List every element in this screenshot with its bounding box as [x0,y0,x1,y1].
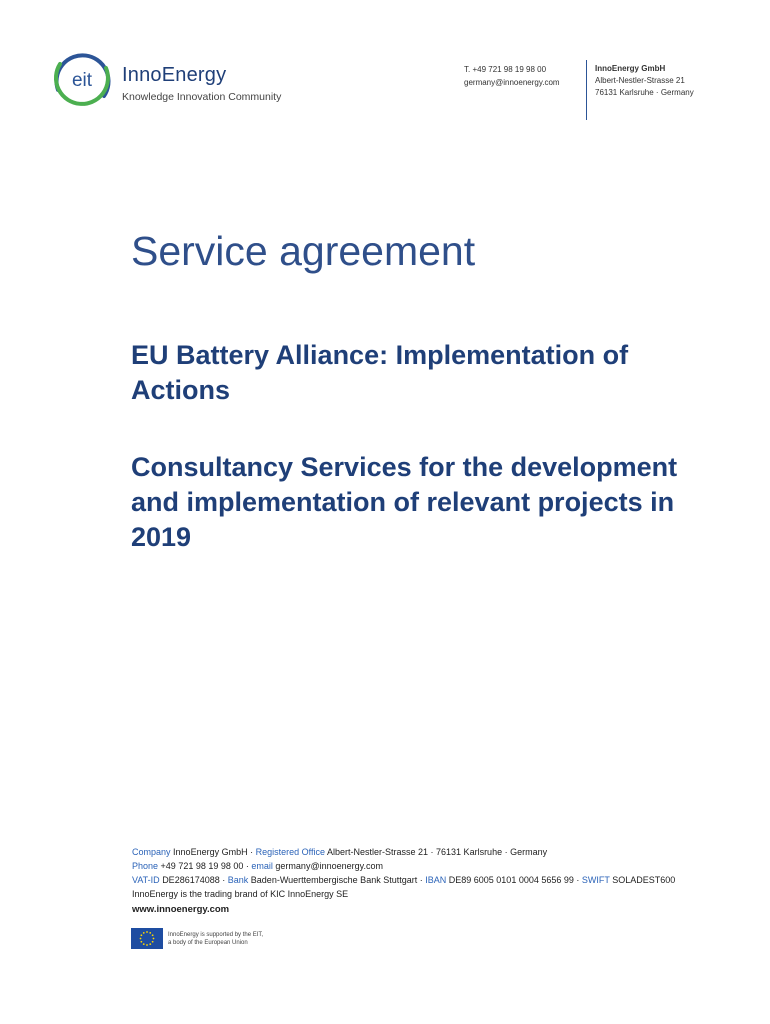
logo-mark: eit [71,70,93,91]
header-address [595,63,694,99]
company-label: Company [132,847,171,857]
document-title: Service agreement [131,228,476,274]
iban-value: DE89 6005 0101 0004 5656 99 · [448,875,580,885]
document-subtitle-2: Consultancy Services for the development and implementation of relevant projects in 2019 [131,452,678,552]
office-label: Registered Office [255,847,325,857]
header-divider [586,60,587,120]
office-value: Albert-Nestler-Strasse 21 · 76131 Karlsruhe · Germany [327,847,548,857]
email-value: germany@innoenergy.com [275,861,383,871]
trading-note: InnoEnergy is the trading brand of KIC InnoEnergy SE [132,889,349,899]
header-contact [464,63,560,89]
footer-legal [132,845,675,901]
innoenergy-logo [48,46,288,116]
bank-value: Baden-Wuerttembergische Bank Stuttgart · [250,875,423,885]
swift-value: SOLADEST600 [612,875,676,885]
eu-support-line-2: a body of the European Union [168,940,248,946]
document-subtitle-1: EU Battery Alliance: Implementation of Actions [131,340,629,405]
eit-logo-icon [48,46,116,114]
swift-label: SWIFT [581,875,610,885]
company-value: InnoEnergy GmbH · [173,847,254,857]
vat-value: DE286174088 · [162,875,226,885]
footer-line-3 [132,873,675,887]
bank-label: Bank [227,875,249,885]
header-company: InnoEnergy GmbH [595,64,666,73]
header-street: Albert-Nestler-Strasse 21 [595,76,685,85]
eu-support-line-1: InnoEnergy is supported by the EIT, [168,932,264,938]
phone-label: Phone [132,861,159,871]
footer-line-2 [132,859,675,873]
email-label: email [251,861,273,871]
website-link[interactable]: www.innoenergy.com [132,904,230,915]
vat-label: VAT-ID [132,875,160,885]
logo-name: InnoEnergy [122,64,227,86]
eu-support-note [168,931,263,947]
iban-label: IBAN [425,875,447,885]
eu-flag-icon [131,928,163,949]
footer-line-1 [132,845,675,859]
phone-value: +49 721 98 19 98 00 · [160,861,249,871]
header-phone: T. +49 721 98 19 98 00 [464,65,547,74]
header-email: germany@innoenergy.com [464,78,560,87]
logo-tagline: Knowledge Innovation Community [122,91,282,103]
header-city: 76131 Karlsruhe · Germany [595,88,694,97]
